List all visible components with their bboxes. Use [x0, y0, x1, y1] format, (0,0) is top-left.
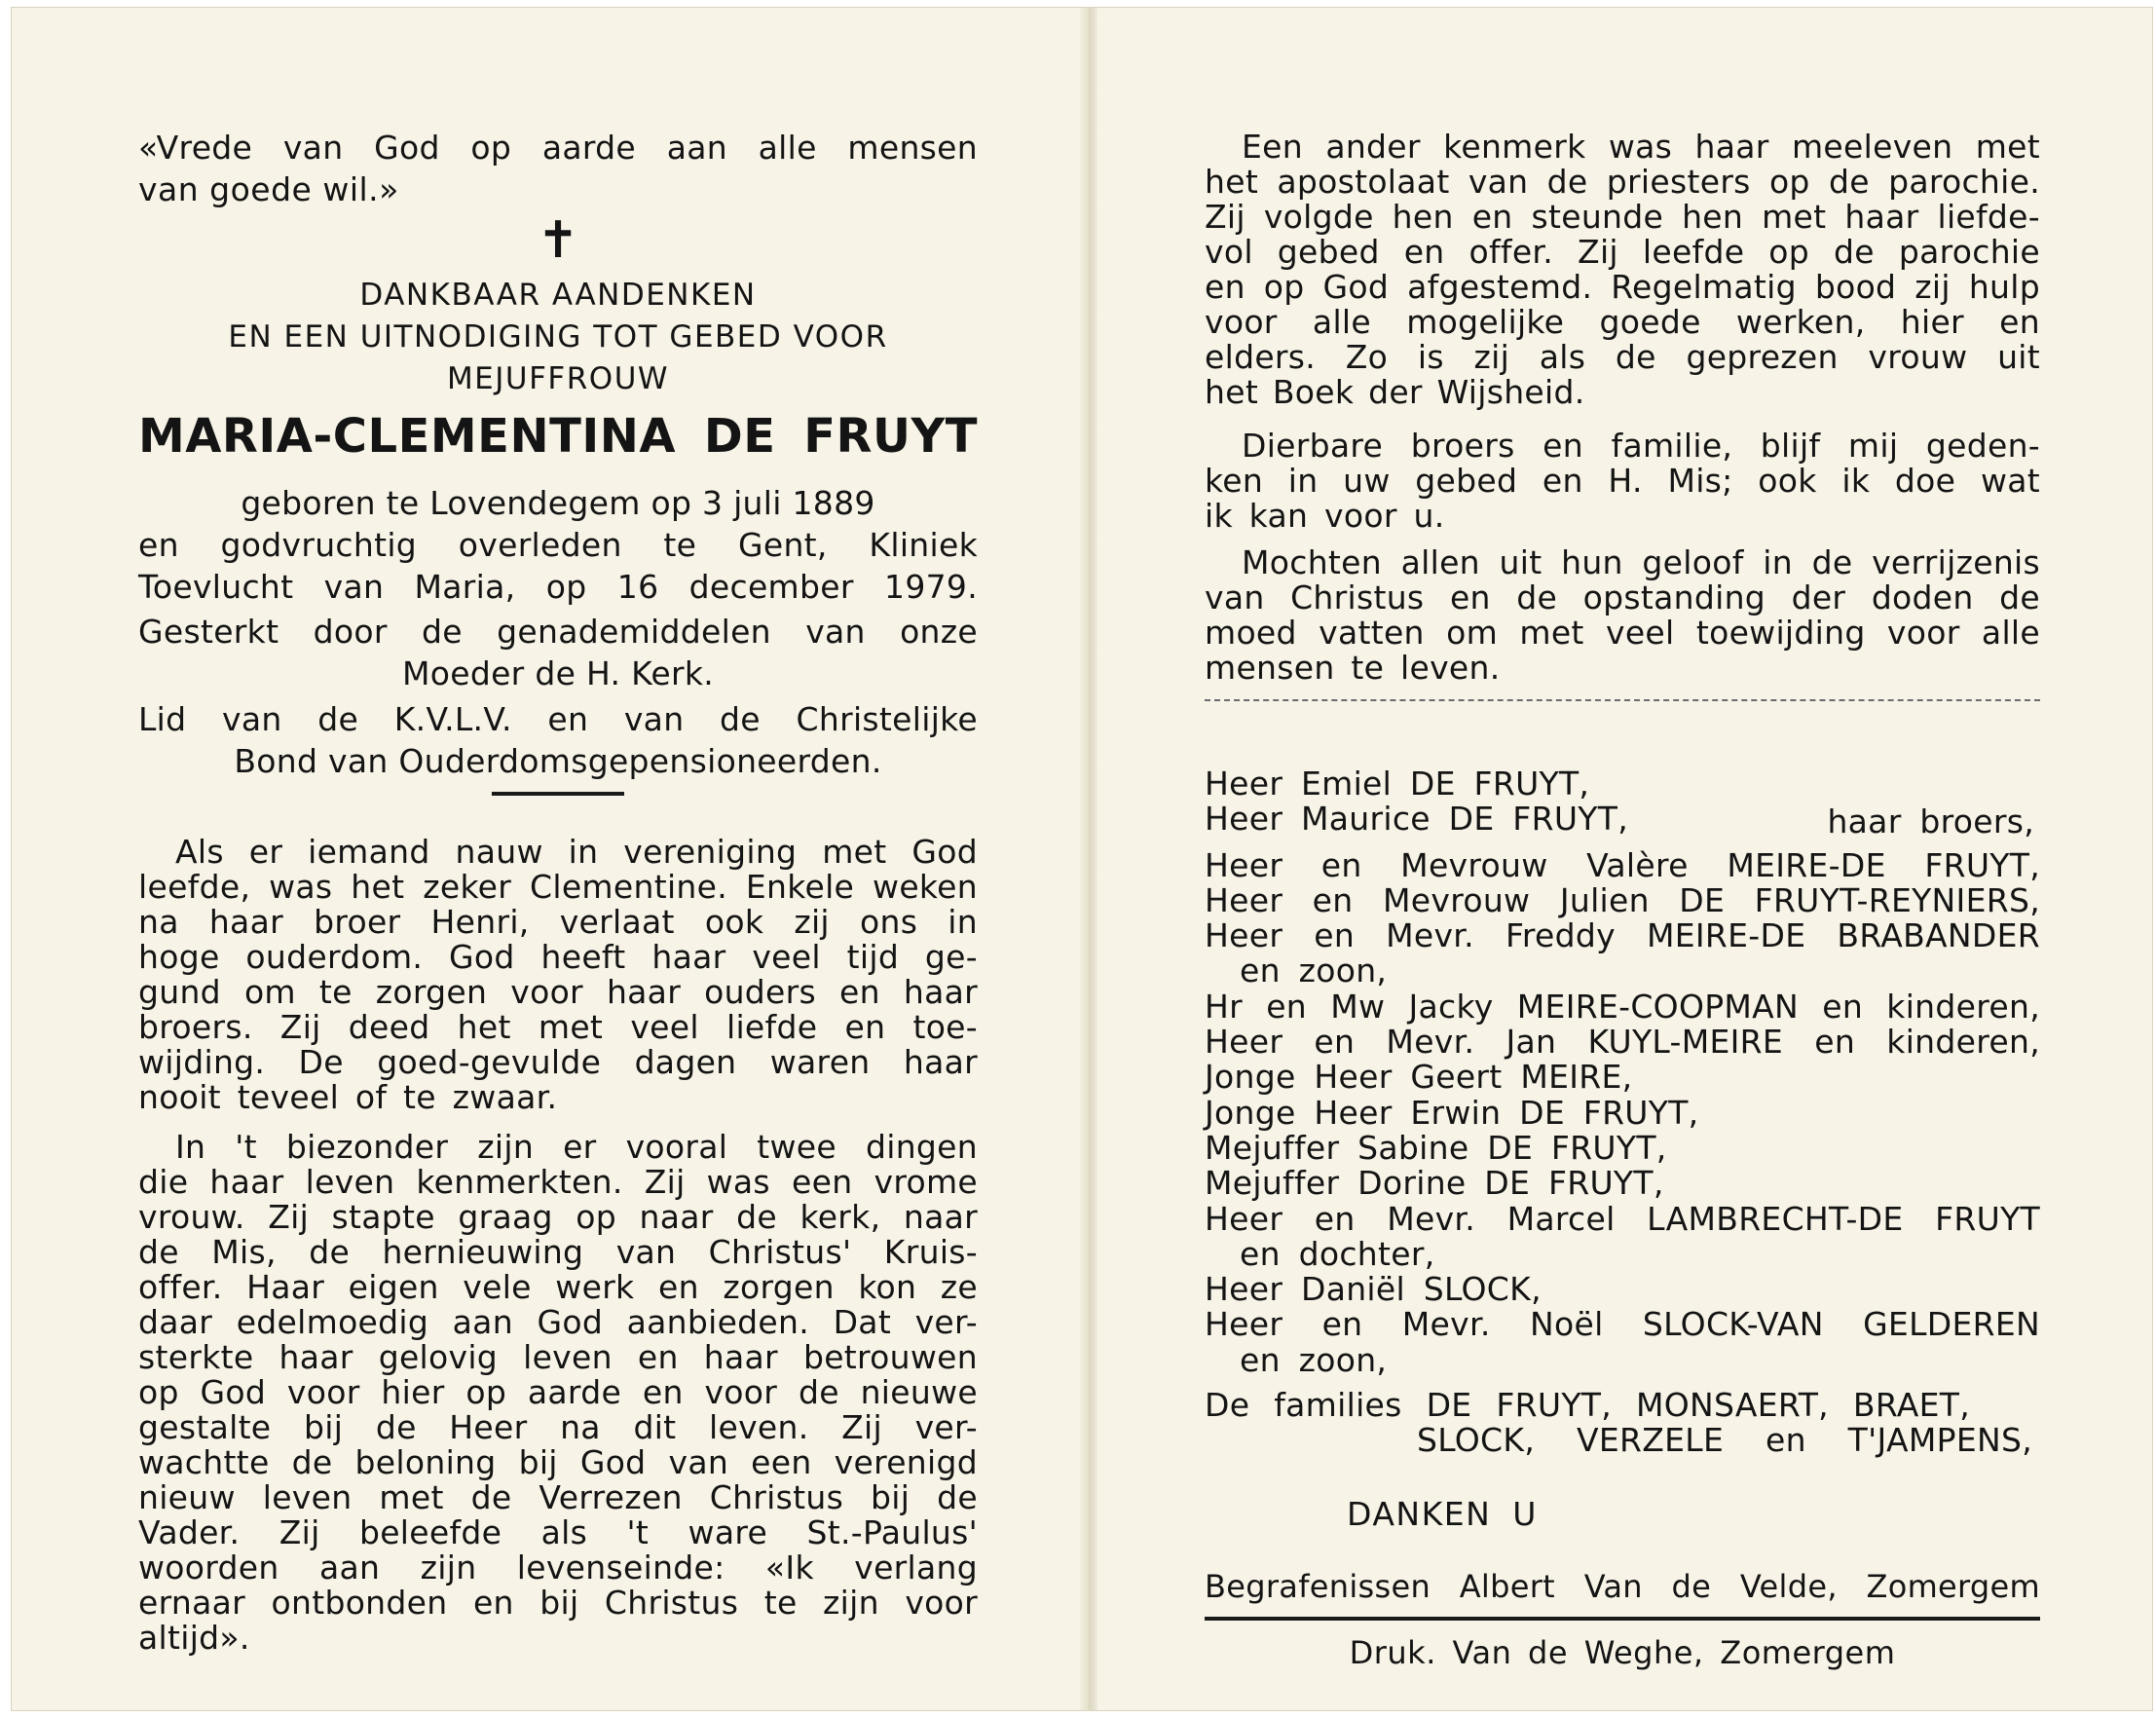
paragraph-4: Dierbare broers en familie, blijf mij geden- ken in uw gebed en H. Mis; ook ik doe wat ik kan voor u.	[1205, 427, 2040, 535]
left-panel	[138, 8, 978, 1710]
family-row: Heer en Mevr. Noël SLOCK-VAN GELDEREN	[1205, 1305, 2040, 1344]
opening-quote: «Vrede van God op aarde aan alle mensen	[138, 129, 978, 167]
family-row: Heer en Mevrouw Julien DE FRUYT-REYNIERS,	[1205, 880, 2040, 919]
heading-line-2: EN EEN UITNODIGING TOT GEBED VOOR	[228, 319, 888, 355]
family-row: Jonge Heer Geert MEIRE,	[1205, 1058, 1633, 1097]
paragraph-5: Mochten allen uit hun geloof in de verrijzenis van Christus en de opstanding der doden de moed vatten om met veel toewijding voor alle mensen te leven.	[1205, 543, 2040, 687]
family-row: Heer Emiel DE FRUYT,	[1205, 765, 1590, 803]
families-line-2: SLOCK, VERZELE en T'JAMPENS,	[1417, 1421, 2032, 1460]
heading-line-3: MEJUFFROUW	[446, 361, 670, 396]
membership-info: Lid van de K.V.L.V. en van de Christelijke Bond van Ouderdomsgepensioneerden.	[138, 700, 978, 780]
family-row: Heer en Mevr. Freddy MEIRE-DE BRABANDER	[1205, 916, 2040, 955]
section-divider	[492, 792, 624, 796]
family-row: Jonge Heer Erwin DE FRUYT,	[1205, 1093, 1699, 1132]
family-row: Mejuffer Sabine DE FRUYT,	[1205, 1128, 1667, 1167]
deceased-name: MARIA-CLEMENTINA DE FRUYT	[138, 409, 978, 464]
family-row: Hr en Mw Jacky MEIRE-COOPMAN en kinderen,	[1205, 987, 2040, 1026]
family-row: Mejuffer Dorine DE FRUYT,	[1205, 1164, 1664, 1203]
family-row: Heer Maurice DE FRUYT, haar broers,	[1205, 800, 2034, 841]
heading-line-1: DANKBAAR AANDENKEN	[359, 278, 757, 313]
paragraph-3: Een ander kenmerk was haar meeleven met het apostolaat van de priesters op de parochie. Zij volgde hen en steunde hen met haar liefde- vol gebed en offer. Zij leefde op de parochie en op God afgestemd. Regelmatig bood zij hulp voor alle mogelijke goede werken, hier en elders. Zo is zij als de geprezen vrouw uit het Boek der Wijsheid.	[1205, 128, 2040, 411]
cross-icon: ✝	[537, 211, 579, 270]
funeral-director: Begrafenissen Albert Van de Velde, Zomergem	[1205, 1568, 2040, 1605]
family-row: en dochter,	[1240, 1234, 1435, 1273]
family-row: en zoon,	[1240, 952, 1388, 990]
heading	[138, 275, 978, 400]
family-row: Heer en Mevr. Jan KUYL-MEIRE en kinderen,	[1205, 1023, 2040, 1062]
family-row: Heer Daniël SLOCK,	[1205, 1270, 1542, 1309]
dashed-divider	[1205, 699, 2040, 701]
paragraph-1: Als er iemand nauw in vereniging met God leefde, was het zeker Clementine. Enkele weken na haar broer Henri, verlaat ook zij ons in hoge ouderdom. God heeft haar veel tijd ge- gund om te zorgen voor haar ouders en haar broers. Zij deed het met veel liefde en toe- wijding. De goed-gevulde dagen waren haar nooit teveel of te zwaar.	[138, 833, 978, 1116]
memorial-card	[12, 8, 2152, 1710]
family-list	[1205, 766, 2040, 1459]
sacraments-info: Gesterkt door de genademiddelen van onze Moeder de H. Kerk.	[138, 613, 978, 692]
printer-credit: Druk. Van de Weghe, Zomergem	[1349, 1634, 1896, 1671]
family-row: Heer en Mevrouw Valère MEIRE-DE FRUYT,	[1205, 845, 2040, 884]
paragraph-2: In 't biezonder zijn er vooral twee dingen die haar leven kenmerkten. Zij was een vrome vrouw. Zij stapte graag op naar de kerk, naar de Mis, de hernieuwing van Christus' Kruis- offer. Haar eigen vele werk en zorgen kon ze daar edelmoedig aan God aanbieden. Dat ver- sterkte haar gelovig leven en haar betrouwen op God voor hier op aarde en voor de nieuwe gestalte bij de Heer na dit leven. Zij ver- wachtte de beloning bij God van een verenigd nieuw leven met de Verrezen Christus bij de Vader. Zij beleefde als 't ware St.-Paulus' woorden aan zijn levenseinde: «Ik verlang ernaar ontbonden en bij Christus te zijn voor altijd».	[138, 1128, 978, 1657]
family-row: Heer en Mevr. Marcel LAMBRECHT-DE FRUYT	[1205, 1199, 2040, 1238]
opening-quote-end: van goede wil.»	[138, 170, 399, 208]
card-fold	[1080, 8, 1097, 1710]
families-line-1: De families DE FRUYT, MONSAERT, BRAET,	[1205, 1386, 1970, 1425]
birth-death-info: geboren te Lovendegem op 3 juli 1889 en godvruchtig overleden te Gent, Kliniek Toevlucht van Maria, op 16 december 1979.	[138, 484, 978, 606]
bottom-rule	[1205, 1617, 2040, 1621]
family-row: en zoon,	[1240, 1340, 1388, 1379]
thanks-text: DANKEN U	[1347, 1495, 1538, 1533]
right-panel	[1205, 8, 2040, 1710]
